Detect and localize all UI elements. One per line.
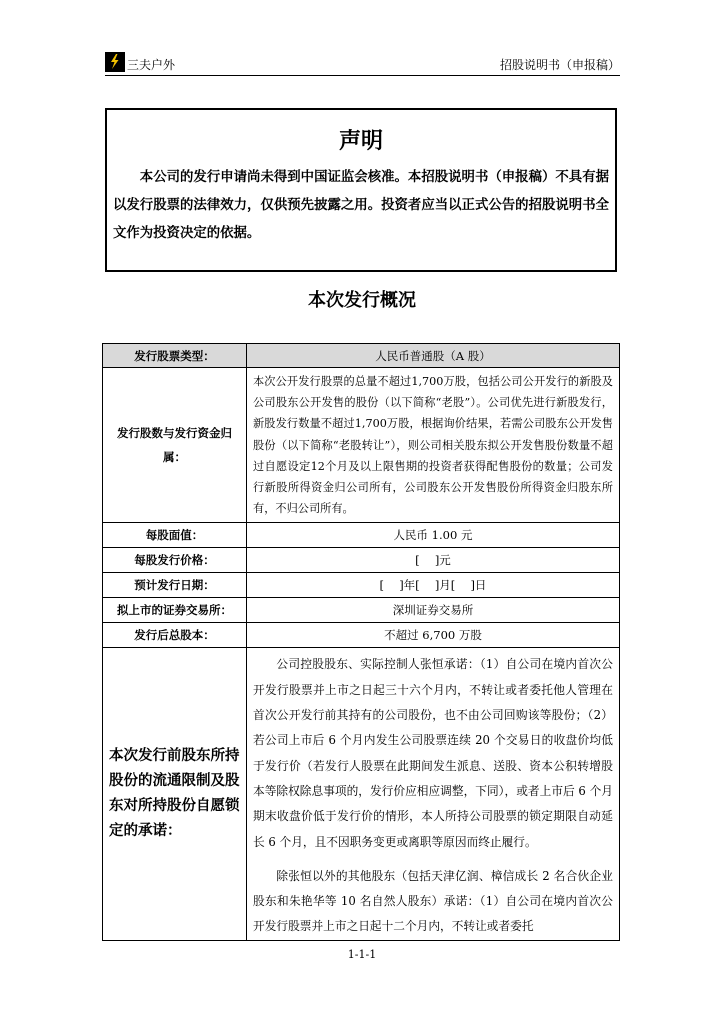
pledge-paragraph-2: 除张恒以外的其他股东（包括天津亿润、樟信成长 2 名合伙企业股东和朱艳华等 10 名自然人股东）承诺：（1）自公司在境内首次公开发行股票并上市之日起十二个月内，不转让或者委托 [253,868,613,934]
document-title: 招股说明书（申报稿） [499,58,620,72]
row-value: 人民币普通股（A 股） [247,344,620,368]
row-label: 本次发行前股东所持股份的流通限制及股东对所持股份自愿锁定的承诺： [103,648,247,940]
table-row [103,623,620,648]
table-row [103,548,620,573]
company-name: 三夫户外 [127,58,176,72]
table-row [103,648,620,940]
row-value: 本次公开发行股票的总量不超过1,700万股，包括公司公开发行的新股及公司股东公开发售的股份（以下简称“老股”）。公司优先进行新股发行，新股发行数量不超过1,700万股，根据询价结果，若需公司股东公开发售股份（以下简称“老股转让”），则公司相关股东拟公开发售股份数量不超过自愿设定12个月及以上限售期的投资者获得配售股份的数量；公司发行新股所得资金归公司所有，公司股东公开发售股份所得资金归股东所有，不归公司所有。 [247,368,620,523]
row-value: [ ]年[ ]月[ ]日 [247,573,620,598]
disclaimer-text: 本公司的发行申请尚未得到中国证监会核准。本招股说明书（申报稿）不具有据以发行股票的法律效力，仅供预先披露之用。投资者应当以正式公告的招股说明书全文作为投资决定的依据。 [113,170,609,241]
row-value [247,648,620,940]
table-row [103,573,620,598]
offering-summary-table [102,343,620,941]
disclaimer-title: 声明 [338,129,383,154]
page-number: 1-1-1 [347,948,377,961]
row-label: 发行后总股本： [103,623,247,648]
section-title: 本次发行概况 [308,290,416,311]
row-value: 人民币 1.00 元 [247,523,620,548]
table-row [103,523,620,548]
pledge-paragraph-1: 公司控股股东、实际控制人张恒承诺：（1）自公司在境内首次公开发行股票并上市之日起三十六个月内，不转让或者委托他人管理在首次公开发行前其持有的公司股份，也不由公司回购该等股份；（2）若公司上市后 6 个月内发生公司股票连续 20 个交易日的收盘价均低于发行价（若发行人股票在此期间发生派息、送股、资本公积转增股本等除权除息事项的，发行价应相应调整，下同），或者上市后 6 个月期末收盘价低于发行价的情形，本人所持公司股票的锁定期限自动延长 6 个月，且不因职务变更或离职等原因而终止履行。 [253,657,613,849]
row-value: 不超过 6,700 万股 [247,623,620,648]
row-value: [ ]元 [247,548,620,573]
table-row [103,598,620,623]
sanfu-logo-icon [105,52,125,72]
row-label: 发行股票类型： [103,344,247,368]
row-label: 每股面值： [103,523,247,548]
row-label: 预计发行日期： [103,573,247,598]
table-row [103,368,620,523]
row-label: 每股发行价格： [103,548,247,573]
table-row [103,344,620,368]
header-divider [105,75,620,76]
row-value: 深圳证券交易所 [247,598,620,623]
row-label: 拟上市的证券交易所： [103,598,247,623]
row-label: 发行股数与发行资金归属： [103,368,247,523]
disclaimer-box [105,108,617,272]
page-header [105,52,620,76]
